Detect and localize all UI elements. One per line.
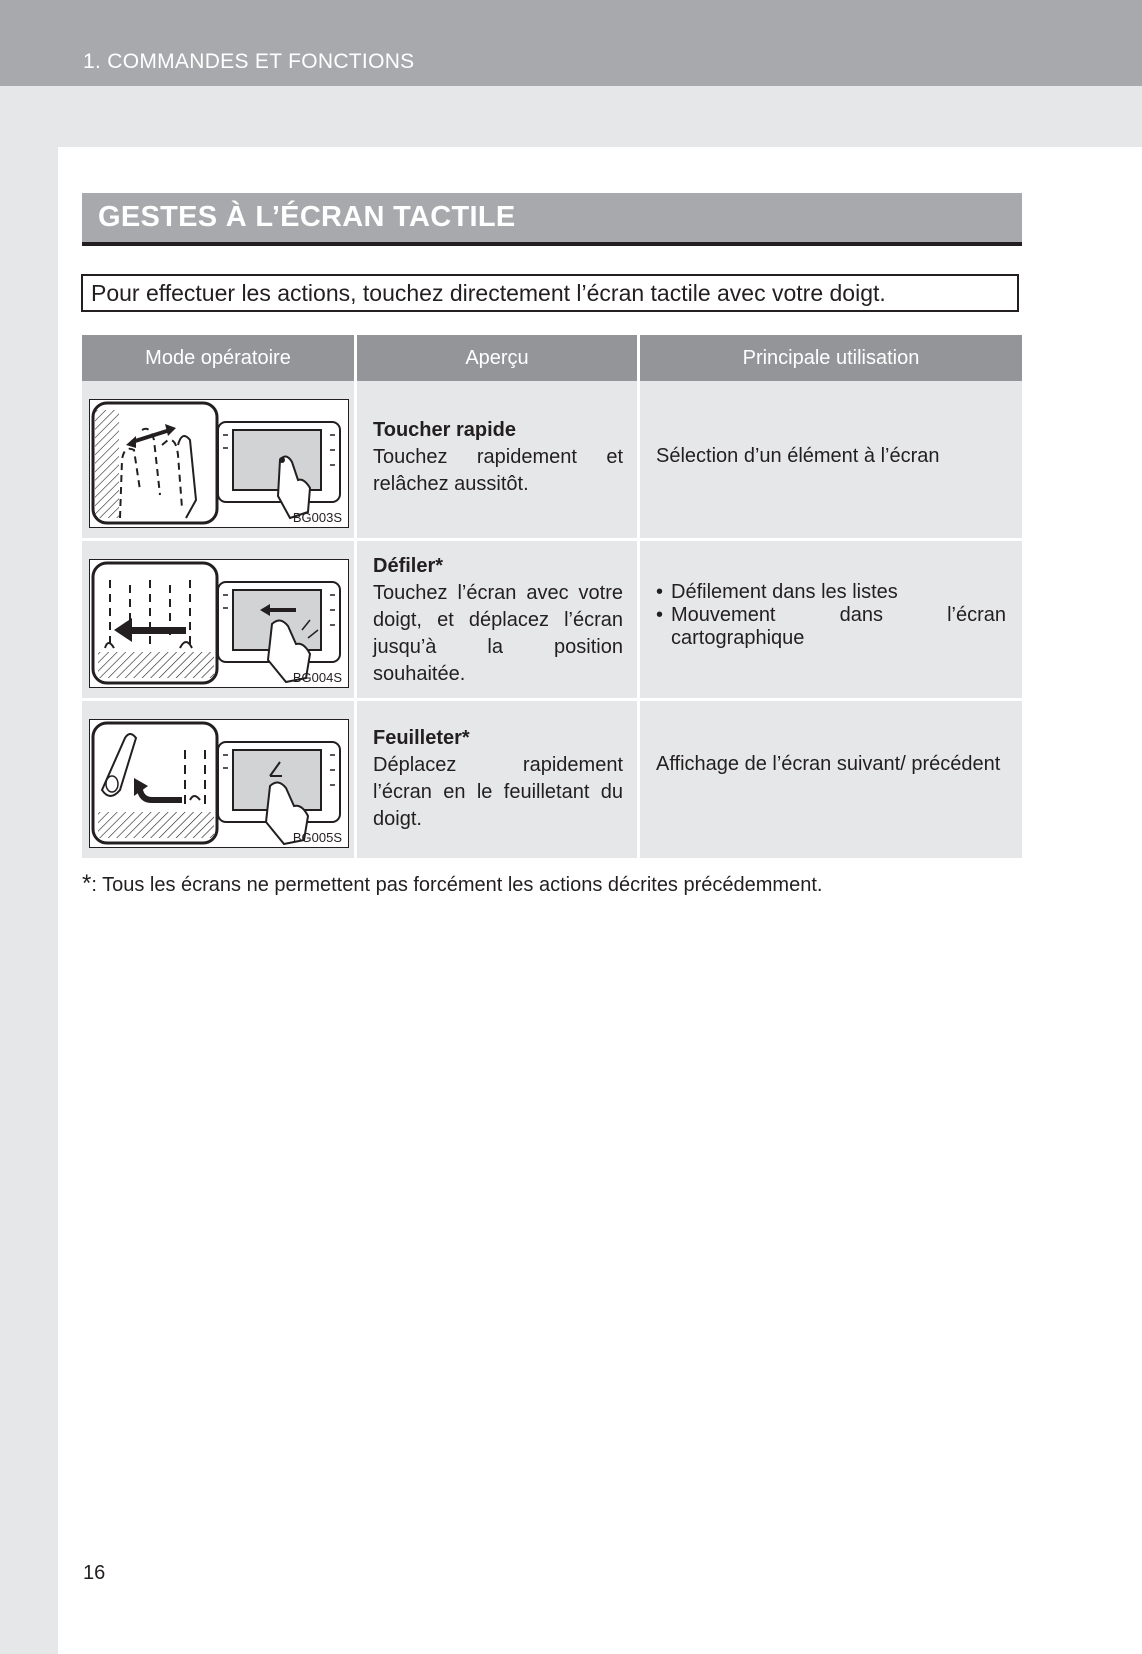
list-item: • Mouvement dans l’écran cartographique (656, 604, 1006, 650)
footnote (82, 870, 822, 898)
usage-text: Sélection d’un élément à l’écran (656, 445, 940, 467)
usage-cell (640, 381, 1022, 538)
scroll-illustration (89, 559, 349, 688)
usage-content (656, 581, 1006, 650)
footnote-text: : Tous les écrans ne permettent pas forcément les actions décrites précédemment. (91, 874, 823, 896)
table-row (82, 381, 1022, 538)
image-code: BG003S (292, 510, 342, 525)
table-row (82, 541, 1022, 698)
intro-box (81, 274, 1019, 312)
gesture-description: Déplacez rapidement l’écran en le feuilletant du doigt. (373, 754, 623, 830)
preview-cell (357, 541, 637, 698)
preview-cell (357, 381, 637, 538)
section-title: 1. COMMANDES ET FONCTIONS (83, 50, 415, 73)
preview-content (373, 417, 623, 498)
intro-text: Pour effectuer les actions, touchez directement l’écran tactile avec votre doigt. (91, 280, 886, 306)
page-number: 16 (83, 1562, 106, 1584)
preview-content (373, 553, 623, 688)
gesture-name: Défiler* (373, 555, 444, 577)
header-mode: Mode opératoire (82, 335, 354, 381)
gesture-name: Feuilleter* (373, 727, 470, 749)
usage-cell (640, 701, 1022, 858)
footnote-star: * (82, 870, 92, 897)
usage-bullet-list (656, 581, 1006, 650)
flick-illustration (89, 719, 349, 848)
page-title: GESTES À L’ÉCRAN TACTILE (98, 201, 516, 233)
list-item: • Défilement dans les listes (656, 581, 1006, 604)
header-bar (0, 0, 1142, 86)
header-preview: Aperçu (357, 335, 637, 381)
image-code: BG004S (292, 670, 342, 685)
preview-cell (357, 701, 637, 858)
gesture-description: Touchez l’écran avec votre doigt, et déplacez l’écran jusqu’à la position souhaitée. (373, 582, 623, 685)
usage-text: Affichage de l’écran suivant/ précédent (656, 753, 1001, 775)
preview-content (373, 725, 623, 833)
gesture-name: Toucher rapide (373, 419, 516, 441)
table-header (82, 335, 1022, 381)
mode-cell (82, 701, 354, 858)
header-usage: Principale utilisation (640, 335, 1022, 381)
gesture-description: Touchez rapidement et relâchez aussitôt. (373, 446, 623, 495)
usage-cell (640, 541, 1022, 698)
mode-cell (82, 541, 354, 698)
heading-bar (82, 193, 1022, 246)
tap-illustration (89, 399, 349, 528)
table-row (82, 701, 1022, 858)
image-code: BG005S (292, 830, 342, 845)
mode-cell (82, 381, 354, 538)
